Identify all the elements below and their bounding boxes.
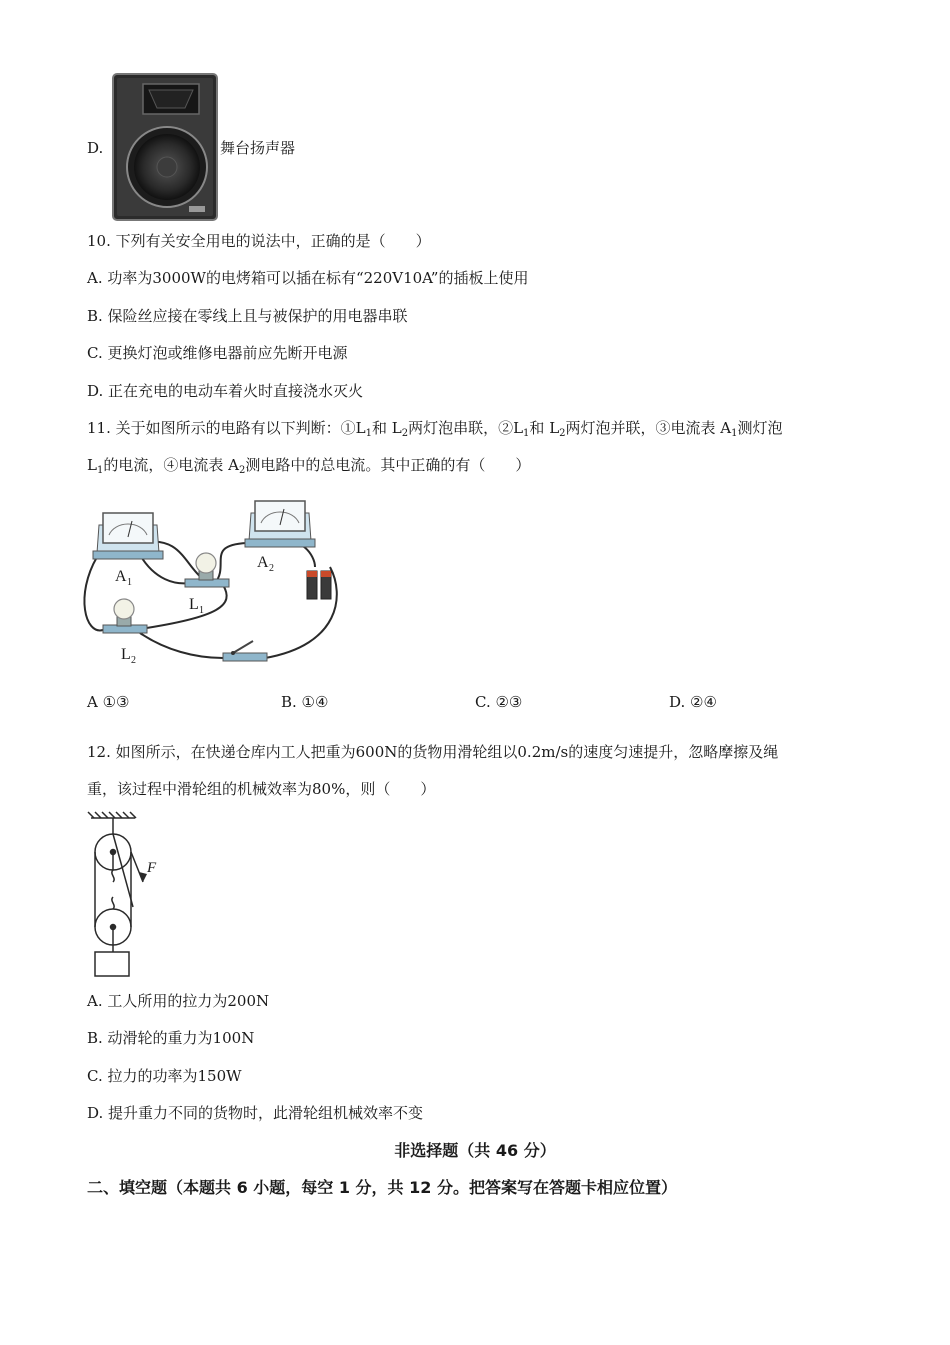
switch [223, 641, 267, 661]
q11-option-a: A ①③ [87, 693, 130, 711]
q10-stem: 10. 下列有关安全用电的说法中，正确的是（ ） [87, 232, 431, 250]
ammeter-a1 [93, 513, 163, 559]
section2-heading: 二、填空题（本题共 6 小题，每空 1 分，共 12 分。把答案写在答题卡相应位置） [87, 1178, 677, 1197]
q10-option-d: D. 正在充电的电动车着火时直接浇水灭火 [87, 382, 364, 400]
q10-option-b: B. 保险丝应接在零线上且与被保护的用电器串联 [87, 307, 408, 325]
q12-option-c: C. 拉力的功率为150W [87, 1067, 242, 1085]
svg-text:A: A [115, 568, 127, 585]
lamp-l1 [185, 553, 229, 587]
svg-text:2: 2 [131, 655, 136, 666]
q9-option-d-label: D. [87, 139, 104, 157]
svg-text:2: 2 [269, 563, 274, 574]
q11-option-b: B. ①④ [281, 693, 329, 711]
svg-text:F: F [147, 860, 157, 876]
stage-speaker-image [111, 72, 219, 222]
q9-option-d-caption: 舞台扬声器 [220, 139, 296, 157]
svg-text:L: L [189, 596, 199, 613]
ammeter-a2 [245, 501, 315, 547]
svg-text:A: A [257, 554, 269, 571]
circuit-diagram [85, 495, 355, 675]
q11-option-d: D. ②④ [669, 693, 717, 711]
q12-stem-line1: 12. 如图所示，在快递仓库内工人把重为600N的货物用滑轮组以0.2m/s的速度匀速提升，忽略摩擦及绳 [87, 743, 779, 761]
q12-option-a: A. 工人所用的拉力为200N [87, 992, 270, 1010]
svg-text:1: 1 [127, 577, 132, 588]
section-title: 非选择题（共 46 分） [394, 1141, 556, 1160]
q11-stem-line2: $L_1$的电流，④电流表 $A_2$测电路中的总电流。其中正确的有（ ） [87, 456, 531, 476]
q11-stem-line1: 11. 关于如图所示的电路有以下判断：$①L_1$和 $L_2$两灯泡串联，$②L_1$和 $L_2$两灯泡并联，③电流表 $A_1$测灯泡 [87, 419, 783, 439]
svg-text:1: 1 [199, 605, 204, 616]
q12-option-b: B. 动滑轮的重力为100N [87, 1029, 255, 1047]
q12-option-d: D. 提升重力不同的货物时，此滑轮组机械效率不变 [87, 1104, 424, 1122]
svg-text:L: L [121, 646, 131, 663]
lamp-l2 [103, 599, 147, 633]
q12-stem-line2: 重，该过程中滑轮组的机械效率为80%，则（ ） [87, 780, 436, 798]
q10-option-c: C. 更换灯泡或维修电器前应先断开电源 [87, 344, 348, 362]
q11-option-c: C. ②③ [475, 693, 523, 711]
battery [307, 571, 331, 599]
pulley-diagram [85, 812, 175, 980]
q10-option-a: A. 功率为3000W的电烤箱可以插在标有“220V10A”的插板上使用 [87, 269, 529, 287]
